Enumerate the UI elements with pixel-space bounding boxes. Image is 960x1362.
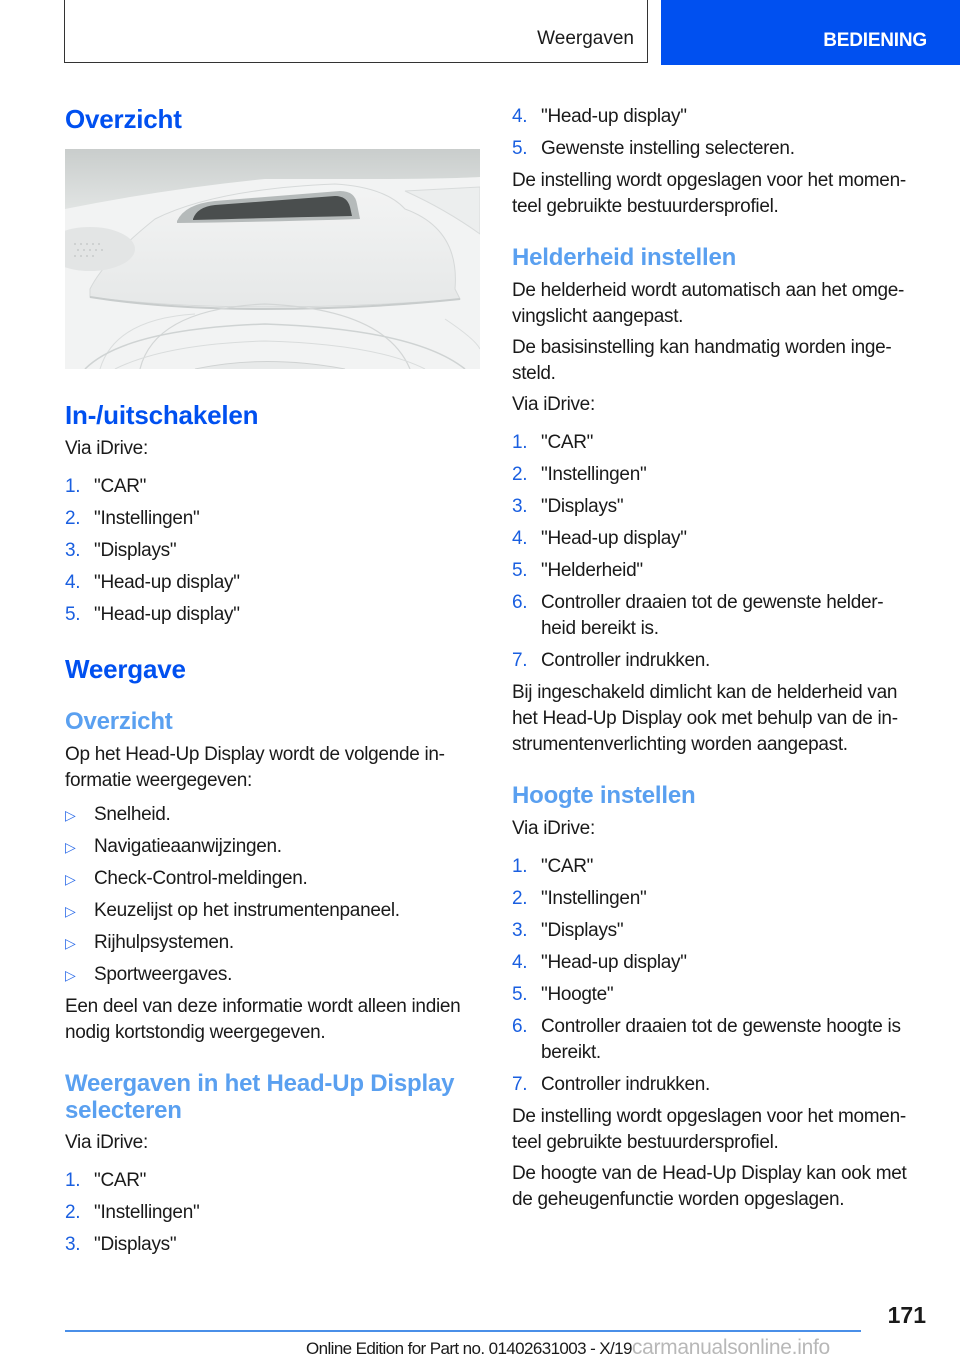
subheading-weergaven-selecteren-cont: selecteren (65, 1097, 182, 1124)
paragraph-line: nodig kortstondig weergegeven. (65, 1022, 326, 1043)
watermark-link[interactable]: carmanualsonline.info (631, 1336, 830, 1359)
page-title: Overzicht (65, 104, 182, 134)
triangle-right-outline-icon: ▷ (65, 807, 76, 823)
paragraph-line: De helderheid wordt automatisch aan het omge- (512, 280, 905, 301)
paragraph-line: formatie weergegeven: (65, 770, 252, 791)
via-idrive-label: Via iDrive: (65, 1132, 148, 1153)
footer-divider (65, 1330, 861, 1332)
header-chapter-tab (661, 0, 960, 65)
header-section-box (64, 0, 648, 63)
subheading-hoogte-instellen: Hoogte instellen (512, 782, 696, 809)
triangle-right-outline-icon: ▷ (65, 839, 76, 855)
subheading-overzicht: Overzicht (65, 708, 173, 735)
paragraph-line: De instelling wordt opgeslagen voor het momen- (512, 1106, 906, 1127)
heading-in-uitschakelen: In-/uitschakelen (65, 400, 259, 430)
via-idrive-label: Via iDrive: (512, 818, 595, 839)
via-idrive-label: Via iDrive: (512, 394, 595, 415)
paragraph-line: het Head-Up Display ook met behulp van de in- (512, 708, 898, 729)
footer-edition (306, 1336, 830, 1360)
paragraph-line: de geheugenfunctie worden opgeslagen. (512, 1189, 845, 1210)
triangle-right-outline-icon: ▷ (65, 967, 76, 983)
subheading-weergaven-selecteren: Weergaven in het Head-Up Display (65, 1070, 455, 1097)
page-number: 171 (887, 1302, 926, 1328)
paragraph-line: vingslicht aangepast. (512, 306, 684, 327)
edition-text: Online Edition for Part no. 01402631003 - X/19 (306, 1339, 632, 1358)
paragraph-line: Een deel van deze informatie wordt alleen indien (65, 996, 461, 1017)
paragraph-line: De instelling wordt opgeslagen voor het momen- (512, 170, 906, 191)
paragraph-line: Op het Head-Up Display wordt de volgende in- (65, 744, 445, 765)
paragraph-line: strumentenverlichting worden aangepast. (512, 734, 848, 755)
paragraph-line: Bij ingeschakeld dimlicht kan de helderheid van (512, 682, 898, 703)
header-chapter-label: BEDIENING (823, 30, 927, 51)
paragraph-line: teel gebruikte bestuurdersprofiel. (512, 1132, 779, 1153)
paragraph-line: De hoogte van de Head-Up Display kan ook met (512, 1163, 907, 1184)
paragraph-line: teel gebruikte bestuurdersprofiel. (512, 196, 779, 217)
triangle-right-outline-icon: ▷ (65, 935, 76, 951)
subheading-helderheid-instellen: Helderheid instellen (512, 244, 737, 271)
via-idrive-label: Via iDrive: (65, 438, 148, 459)
triangle-right-outline-icon: ▷ (65, 903, 76, 919)
paragraph-line: steld. (512, 363, 556, 384)
heading-weergave: Weergave (65, 654, 186, 684)
triangle-right-outline-icon: ▷ (65, 871, 76, 887)
hud-dashboard-illustration (65, 149, 480, 369)
header-section-label: Weergaven (537, 28, 634, 49)
paragraph-line: De basisinstelling kan handmatig worden inge- (512, 337, 892, 358)
